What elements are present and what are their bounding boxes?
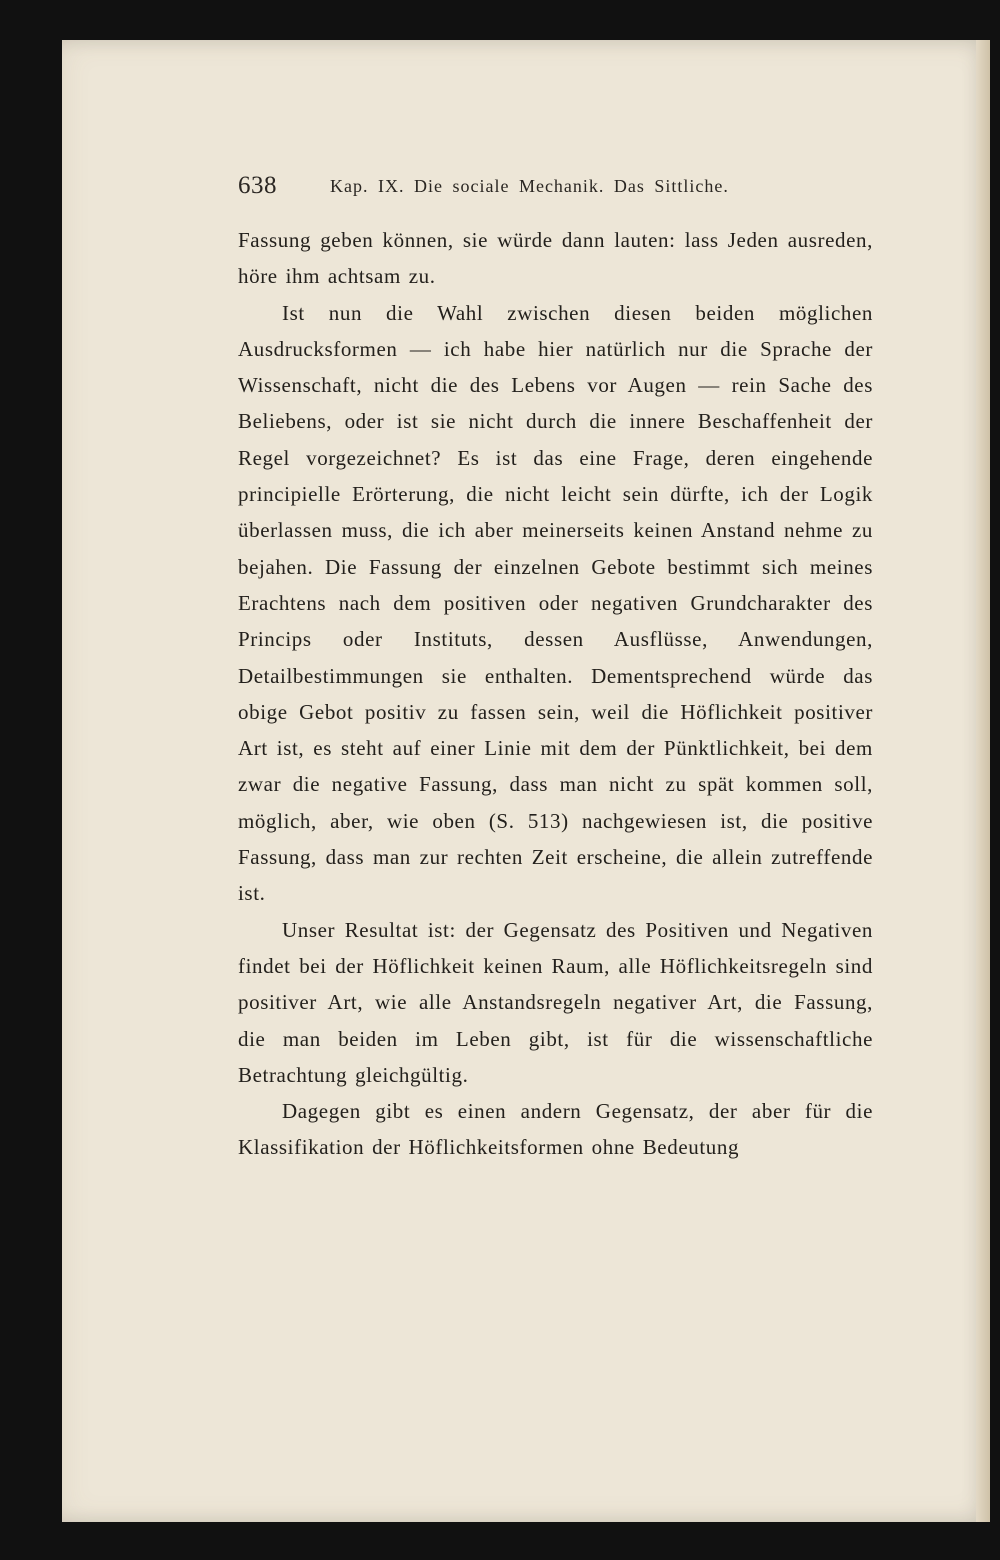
paragraph: Dagegen gibt es einen andern Gegensatz, der aber für die Klassifikation der Höflichkeitsformen ohne Bedeutung bbox=[238, 1099, 873, 1160]
page-header bbox=[238, 172, 798, 206]
page-number: 638 bbox=[238, 172, 277, 199]
paragraph: Ist nun die Wahl zwischen diesen beiden möglichen Ausdrucksformen — ich habe hier natürlich nur die Sprache der Wissenschaft, nicht die des Lebens vor Augen — rein Sache des Beliebens, oder ist sie nicht durch die innere Beschaffenheit der Regel vorgezeichnet? Es ist das eine Frage, deren eingehende principielle Erörterung, die nicht leicht sein dürfte, ich der Logik überlassen muss, die ich aber meinerseits keinen Anstand nehme zu bejahen. Die Fassung der einzelnen Gebote bestimmt sich meines Erachtens nach dem positiven oder negativen Grundcharakter des Princips oder Instituts, dessen Ausflüsse, Anwendungen, Detailbestimmungen sie enthalten. Dementsprechend würde das obige Gebot positiv zu fassen sein, weil die Höflichkeit positiver Art ist, es steht auf einer Linie mit dem der Pünktlichkeit, bei dem zwar die negative Fassung, dass man nicht zu spät kommen soll, möglich, aber, wie oben (S. 513) nachgewiesen ist, die positive Fassung, dass man zur rechten Zeit erscheine, die allein zutreffende ist. bbox=[238, 300, 873, 906]
paragraph: Unser Resultat ist: der Gegensatz des Positiven und Negativen findet bei der Höflichkeit keinen Raum, alle Höflichkeitsregeln sind positiver Art, wie alle Anstandsregeln negativer Art, die Fassung, die man beiden im Leben gibt, ist für die wissenschaftliche Betrachtung gleichgültig. bbox=[238, 917, 873, 1087]
body-text bbox=[238, 222, 873, 1166]
page-edge-shadow bbox=[976, 40, 990, 1522]
paragraph-continuation: Fassung geben können, sie würde dann lauten: lass Jeden ausreden, höre ihm achtsam zu. bbox=[238, 228, 873, 289]
running-head: Kap. IX. Die sociale Mechanik. Das Sittliche. bbox=[330, 176, 729, 196]
